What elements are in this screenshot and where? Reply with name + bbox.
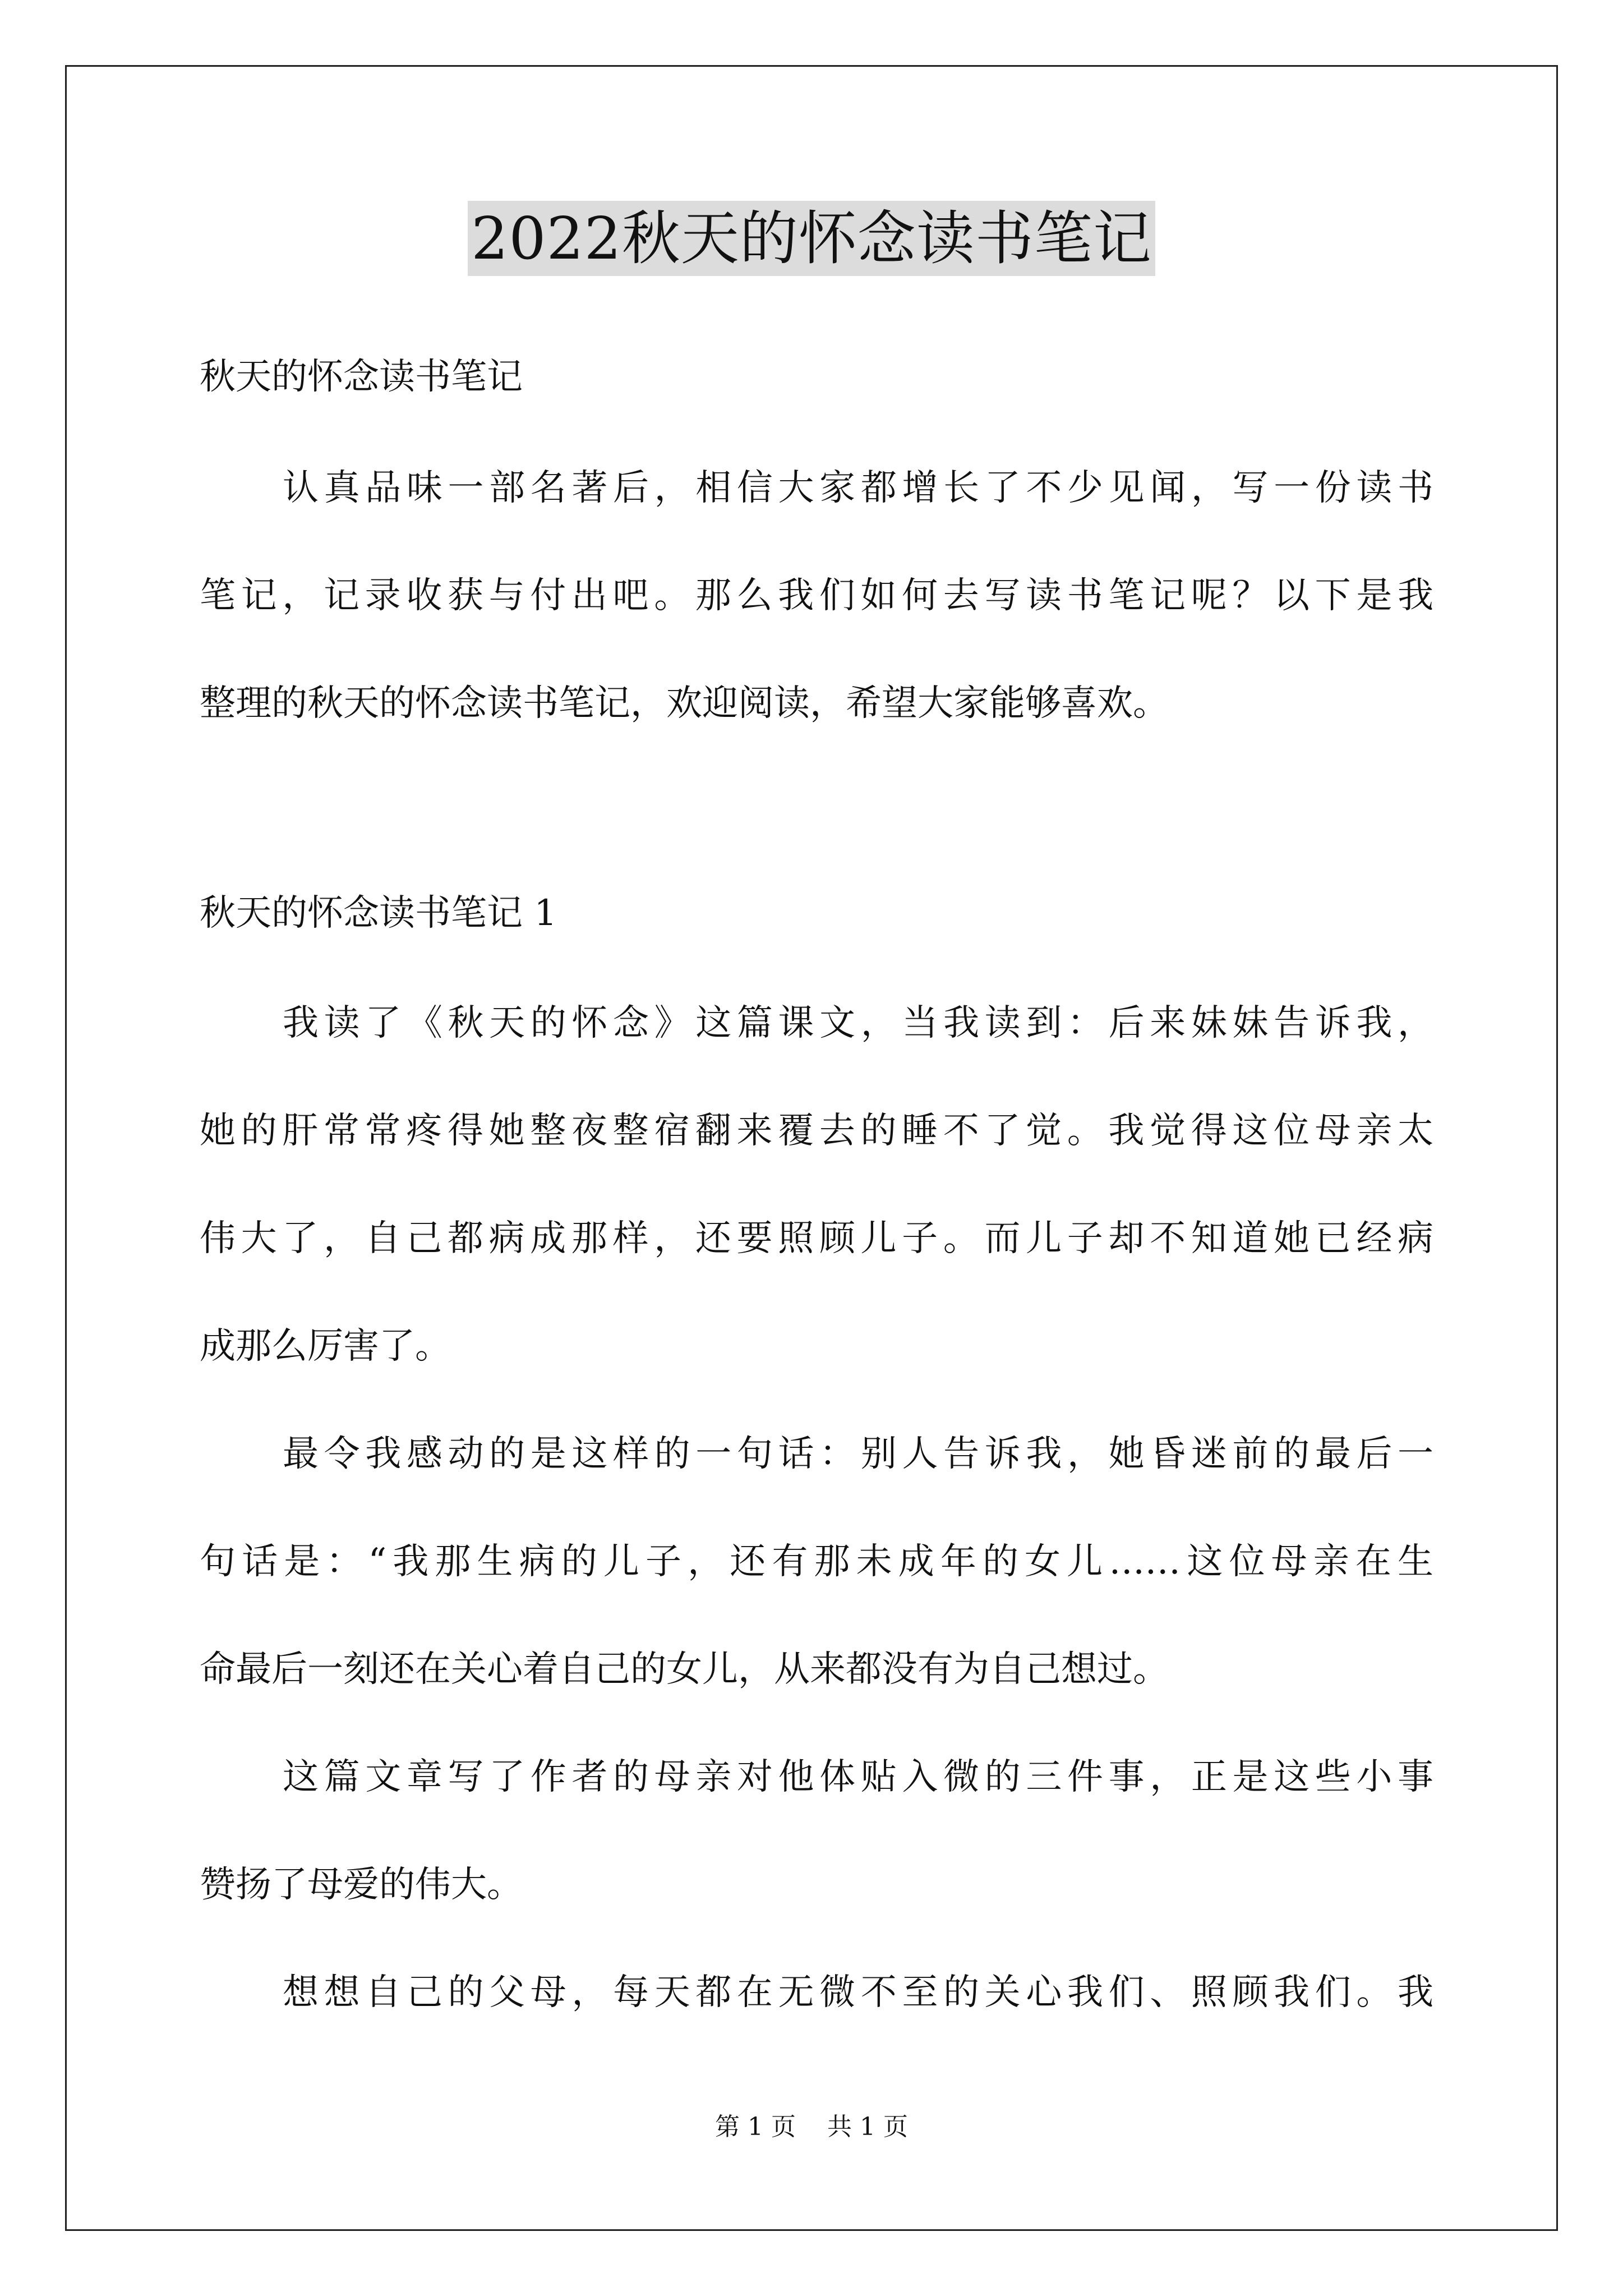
subtitle: 秋天的怀念读书笔记 [200,356,523,398]
body-line-3: 伟大了，自己都病成那样，还要照顾儿子。而儿子却不知道她已经病 [200,1218,1433,1259]
intro-line-3: 整理的秋天的怀念读书笔记，欢迎阅读，希望大家能够喜欢。 [200,683,1169,724]
body-line-4: 成那么厉害了。 [200,1326,451,1367]
body-line-8: 这篇文章写了作者的母亲对他体贴入微的三件事，正是这些小事 [283,1756,1433,1798]
section-heading: 秋天的怀念读书笔记 1 [200,892,557,934]
body-line-6: 句话是：“我那生病的儿子，还有那未成年的女儿……这位母亲在生 [200,1541,1433,1582]
intro-line-2: 笔记，记录收获与付出吧。那么我们如何去写读书笔记呢？以下是我 [200,575,1433,616]
body-line-9: 赞扬了母爱的伟大。 [200,1864,523,1906]
title-container [0,201,1623,276]
body-line-10: 想想自己的父母，每天都在无微不至的关心我们、照顾我们。我 [283,1972,1433,2013]
body-line-7: 命最后一刻还在关心着自己的女儿，从来都没有为自己想过。 [200,1649,1169,1690]
page-number: 第 1 页 [715,2113,796,2141]
page-footer [0,2110,1623,2144]
body-line-1: 我读了《秋天的怀念》这篇课文，当我读到：后来妹妹告诉我， [283,1002,1433,1044]
page-total: 共 1 页 [827,2113,908,2141]
intro-line-1: 认真品味一部名著后，相信大家都增长了不少见闻，写一份读书 [283,467,1433,509]
body-line-2: 她的肝常常疼得她整夜整宿翻来覆去的睡不了觉。我觉得这位母亲太 [200,1110,1433,1152]
body-line-5: 最令我感动的是这样的一句话：别人告诉我，她昏迷前的最后一 [283,1433,1433,1475]
document-title: 2022秋天的怀念读书笔记 [468,201,1155,276]
